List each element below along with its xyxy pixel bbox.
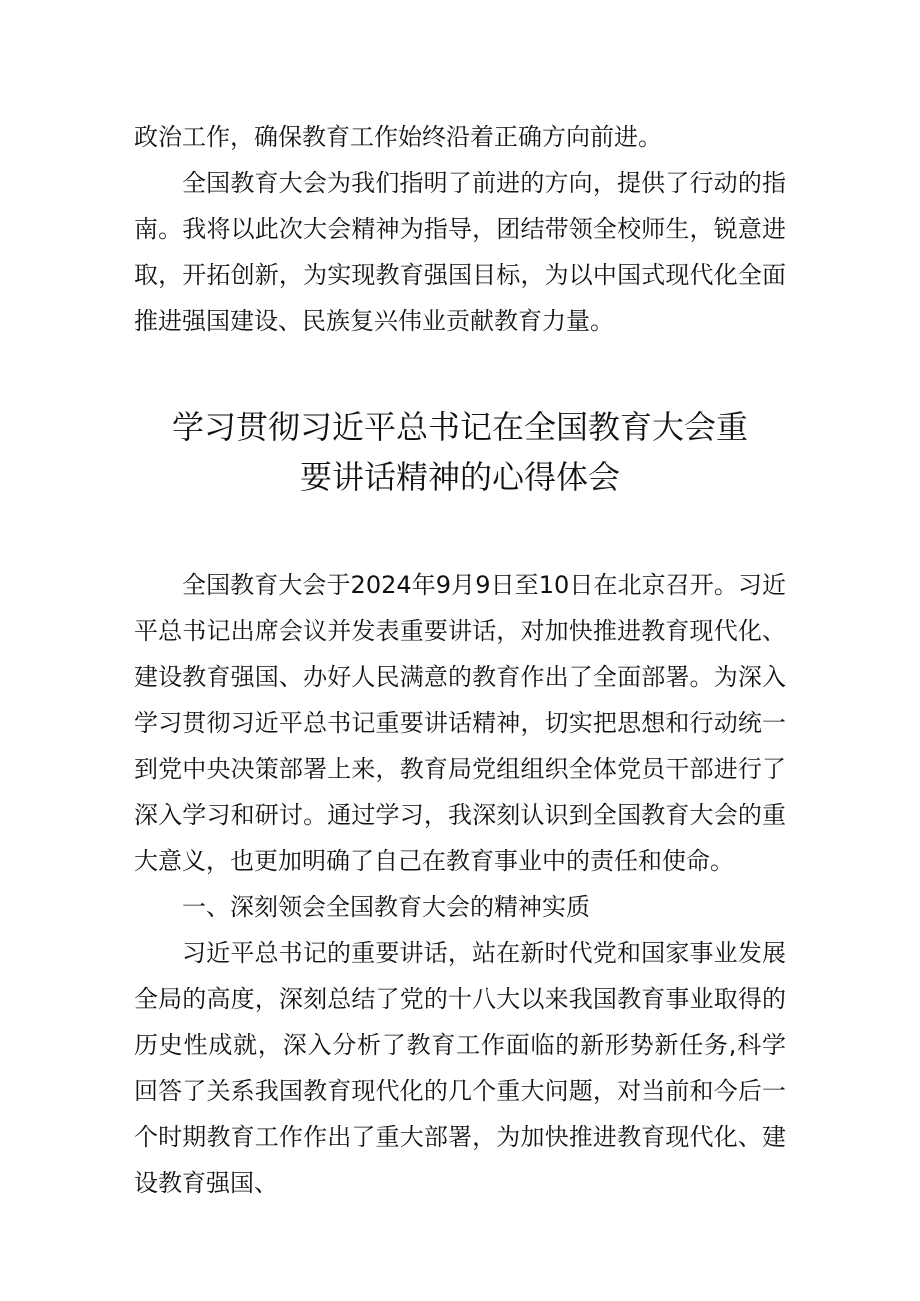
intro-paragraph: 全国教育大会于2024年9月9日至10日在北京召开。习近平总书记出席会议并发表重要讲话，对加快推进教育现代化、建设教育强国、办好人民满意的教育作出了全面部署。为深入学习贯彻习近平总书记重要讲话精神，切实把思想和行动统一到党中央决策部署上来，教育局党组组织全体党员干部进行了深入学习和研讨。通过学习，我深刻认识到全国教育大会的重大意义，也更加明确了自己在教育事业中的责任和使命。 [134,571,786,875]
section-heading-1: 一、深刻领会全国教育大会的精神实质 [182,893,590,921]
article-title-line-2: 要讲话精神的心得体会 [299,458,620,496]
article-title-line-1: 学习贯彻习近平总书记在全国教育大会重 [171,408,748,446]
section-1-paragraph: 习近平总书记的重要讲话，站在新时代党和国家事业发展全局的高度，深刻总结了党的十八大以来我国教育事业取得的历史性成就，深入分析了教育工作面临的新形势新任务,科学回答了关系我国教育现代化的几个重大问题，对当前和今后一个时期教育工作作出了重大部署，为加快推进教育现代化、建设教育强国、 [134,939,786,1197]
spacer [134,502,786,562]
article-title [134,402,786,502]
spacer [134,344,786,402]
top-fragment-paragraph: 政治工作，确保教育工作始终沿着正确方向前进。 [134,123,662,151]
closing-paragraph: 全国教育大会为我们指明了前进的方向，提供了行动的指南。我将以此次大会精神为指导，团结带领全校师生，锐意进取，开拓创新，为实现教育强国目标，为以中国式现代化全面推进强国建设、民族复兴伟业贡献教育力量。 [134,169,786,335]
